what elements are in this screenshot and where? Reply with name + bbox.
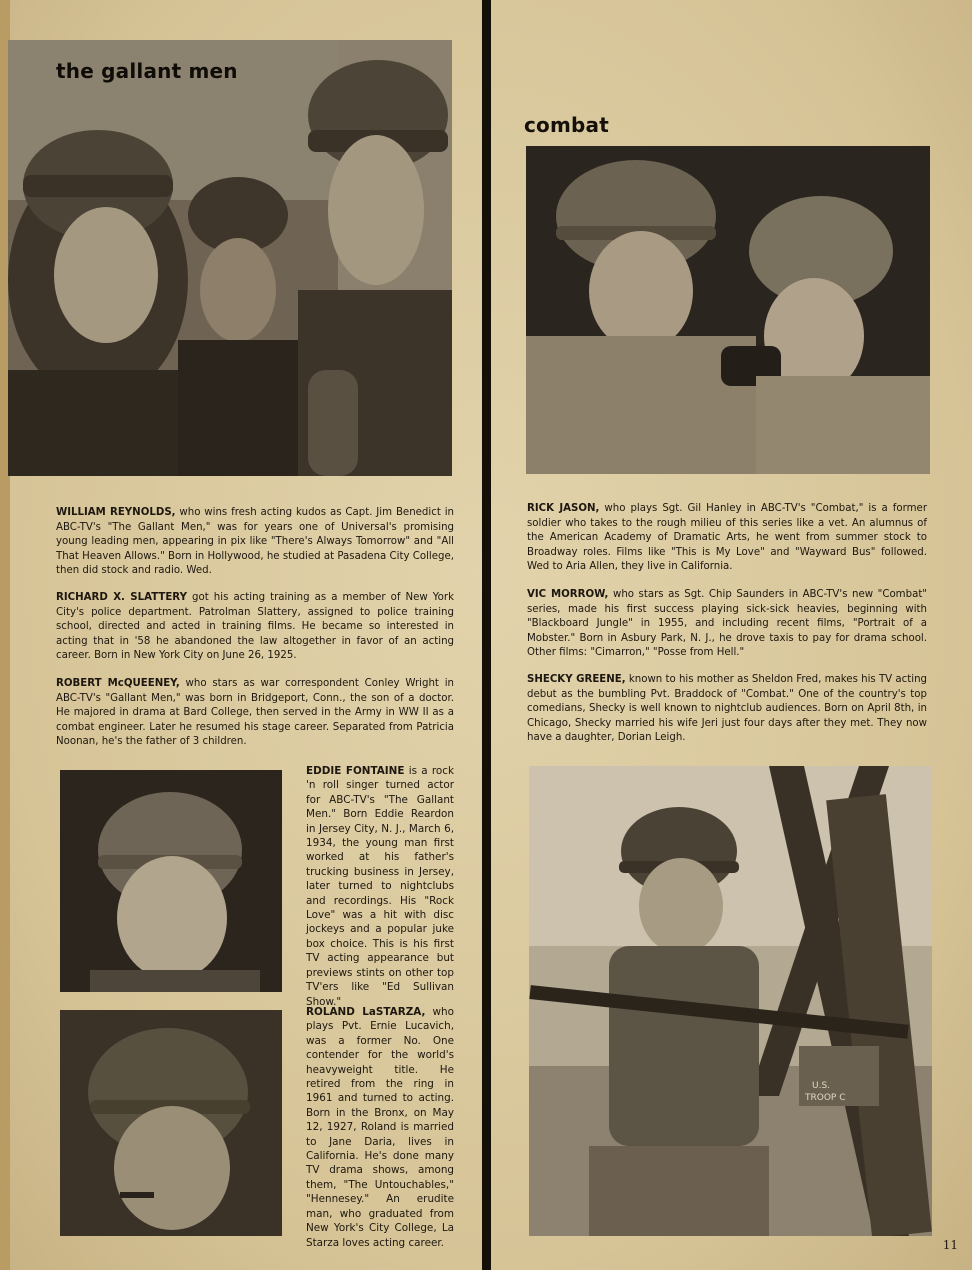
bio-eddie-fontaine: EDDIE FONTAINE is a rock 'n roll singer turned actor for ABC-TV's "The Gallant Men." Born Eddie Reardon in Jersey City, N. J., March 6, 1934, the young man first worked at his father's trucking business in Jersey, later turned to nightclubs and recordings. His "Rock Love" was a hit with disc jockeys and a popular juke box choice. This is his first TV acting appearance but previews stints on other top TV'ers like "Ed Sullivan Show." (306, 765, 454, 1008)
crate-label-us: U.S. (812, 1081, 831, 1091)
bio-roland-lastarza: ROLAND LaSTARZA, who plays Pvt. Ernie Lucavich, was a former No. One contender for the world's heavyweight title. He retired from the ring in 1961 and turned to acting. Born in the Bronx, on May 12, 1927, Roland is married to Jane Daria, lives in California. He's done many TV drama shows, among them, "The Untouchables," "Hennesey." An erudite man, who graduated from New York's City College, La Starza loves acting career. (306, 1006, 454, 1249)
eddie-fontaine-portrait (60, 770, 282, 992)
combat-jason-morrow-photo (526, 146, 930, 474)
column-divider (482, 0, 491, 1270)
bio-robert-mcqueeney: ROBERT McQUEENEY, who stars as war correspondent Conley Wright in ABC-TV's "Gallant Men," was born in Bridgeport, Conn., the son of a doctor. He majored in drama at Bard College, then served in the Army in WW II as a combat engineer. Later he resumed his stage career. Separated from Patricia Noonan, he's the father of 3 children. (56, 678, 454, 748)
roland-lastarza-portrait (60, 1010, 282, 1236)
bio-william-reynolds: WILLIAM REYNOLDS, who wins fresh acting kudos as Capt. Jim Benedict in ABC-TV's "The Gallant Men," was for years one of Universal's promising young leading men, appearing in pix like "There's Always Tomorrow" and "All That Heaven Allows." Born in Hollywood, he studied at Pasadena City College, then did stock and radio. Wed. (56, 507, 454, 577)
bio-vic-morrow: VIC MORROW, who stars as Sgt. Chip Saunders in ABC-TV's new "Combat" series, made his first success playing sick-sick heavies, beginning with "Blackboard Jungle" in 1955, and including recent films, "Portrait of a Mobster." Born in Asbury Park, N. J., he drove taxis to pay for drama school. Other films: "Cimarron," "Posse from Hell." (527, 589, 927, 659)
page-number: 11 (942, 1238, 958, 1252)
section-heading-gallant-men: the gallant men (56, 59, 238, 83)
crate-label-troop: TROOP C (805, 1093, 846, 1103)
shecky-greene-foxhole-photo (529, 766, 932, 1236)
bio-rick-jason: RICK JASON, who plays Sgt. Gil Hanley in ABC-TV's "Combat," is a former soldier who takes to the rough milieu of this series like a vet. An alumnus of the American Academy of Dramatic Arts, he went from summer stock to Broadway roles. Films like "This is My Love" and "Wayward Bus" followed. Wed to Aria Allen, they live in California. (527, 503, 928, 573)
bio-shecky-greene: SHECKY GREENE, known to his mother as Sheldon Fred, makes his TV acting debut as the bumbling Pvt. Braddock of "Combat." One of the country's top comedians, Shecky is well known to nightclub audiences. Born on April 8th, in Chicago, Shecky married his wife Jeri just four days after they met. They now have a daughter, Dorian Leigh. (527, 674, 927, 744)
gallant-men-group-photo (8, 40, 452, 476)
bio-richard-slattery: RICHARD X. SLATTERY got his acting training as a member of New York City's police department. Patrolman Slattery, assigned to police training school, directed and acted in training films. He became so interested in acting that in '58 he abandoned the law altogether in favor of an acting career. Born in New York City on June 26, 1925. (56, 592, 454, 662)
section-heading-combat: combat (524, 113, 610, 137)
